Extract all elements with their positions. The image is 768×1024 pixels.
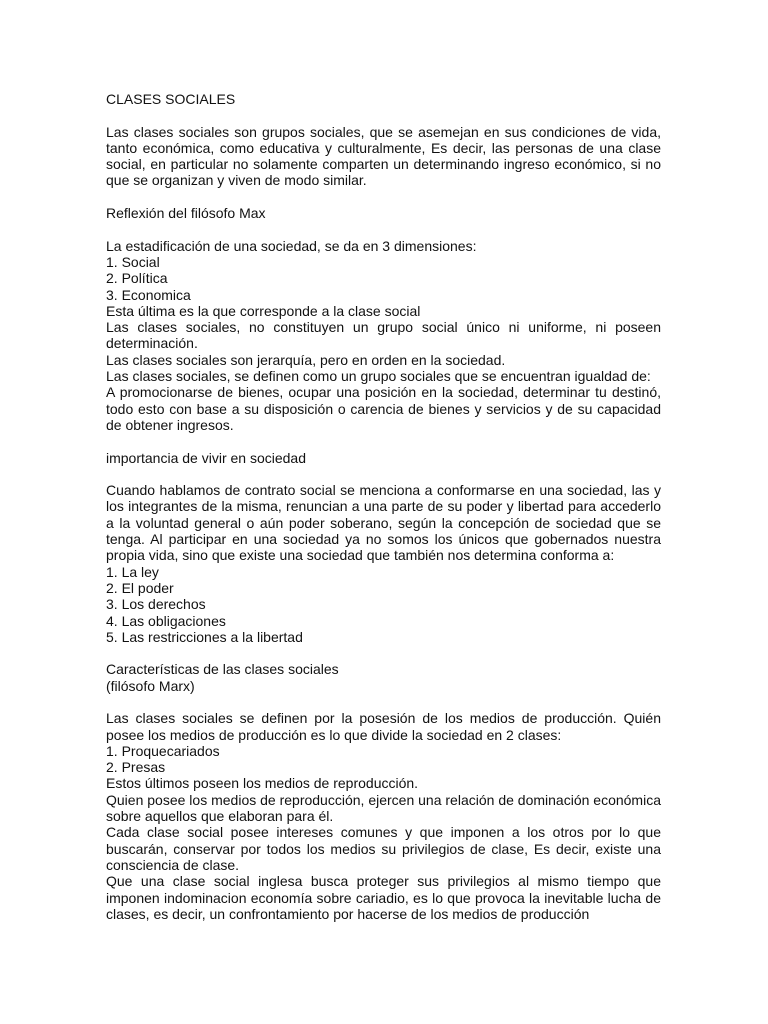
section1-lead: La estadificación de una sociedad, se da en 3 dimensiones:	[106, 237, 477, 254]
text-line: Estos últimos poseen los medios de reproducción.	[106, 775, 419, 792]
section3-subheading: (filósofo Marx)	[106, 677, 195, 694]
section3-lead: Las clases sociales se definen por la posesión de los medios de producción. Quién posee los medios de producción es lo que divide la sociedad en 2 clases:	[106, 710, 661, 743]
section3-heading: Características de las clases sociales	[106, 661, 339, 678]
text-line: Las clases sociales, se definen como un grupo sociales que se encuentran igualdad de:	[106, 368, 651, 385]
text-line: A promocionarse de bienes, ocupar una posición en la sociedad, determinar tu destinó, todo esto con base a su disposición o carencia de bienes y servicios y de su capacidad de obtener ingresos.	[106, 384, 661, 433]
list-item: 5. Las restricciones a la libertad	[106, 628, 303, 645]
text-line: Cada clase social posee intereses comunes y que imponen a los otros por lo que buscarán, conservar por todos los medios su privilegios de clase, Es decir, existe una consciencia de clase.	[106, 824, 661, 873]
text-line: Esta última es la que corresponde a la clase social	[106, 302, 421, 319]
list-item: 2. Política	[106, 270, 168, 287]
section2-paragraph: Cuando hablamos de contrato social se menciona a conformarse en una sociedad, las y los integrantes de la misma, renuncian a una parte de su poder y libertad para accederlo a la voluntad general o aún poder soberano, según la concepción de sociedad que se tenga. Al participar en una sociedad ya no somos los únicos que gobernados nuestra propia vida, sino que existe una sociedad que también nos determina conforma a:	[106, 482, 661, 564]
list-item: 1. Social	[106, 253, 160, 270]
list-item: 3. Economica	[106, 286, 191, 303]
document-page	[106, 91, 661, 922]
document-title: CLASES SOCIALES	[106, 91, 236, 107]
list-item: 4. Las obligaciones	[106, 612, 226, 629]
list-item: 2. Presas	[106, 759, 166, 776]
intro-paragraph: Las clases sociales son grupos sociales, que se asemejan en sus condiciones de vida, tanto económica, como educativa y culturalmente, Es decir, las personas de una clase social, en particular no solamente comparten un determinando ingreso económico, si no que se organizan y viven de modo similar.	[106, 123, 661, 189]
text-line: Que una clase social inglesa busca proteger sus privilegios al mismo tiempo que imponen indominacion economía sobre cariadio, es lo que provoca la inevitable lucha de clases, es decir, un confrontamiento por hacerse de los medios de producción	[106, 873, 661, 922]
section2-heading: importancia de vivir en sociedad	[106, 449, 306, 466]
section1-heading: Reflexión del filósofo Max	[106, 205, 266, 222]
list-item: 3. Los derechos	[106, 596, 206, 613]
text-line: Las clases sociales, no constituyen un grupo social único ni uniforme, ni poseen determinación.	[106, 319, 661, 352]
list-item: 1. La ley	[106, 563, 159, 580]
text-line: Las clases sociales son jerarquía, pero en orden en la sociedad.	[106, 351, 506, 368]
text-line: Quien posee los medios de reproducción, ejercen una relación de dominación económica sobre aquellos que elaboran para él.	[106, 791, 661, 825]
list-item: 1. Proquecariados	[106, 742, 220, 759]
list-item: 2. El poder	[106, 579, 174, 596]
